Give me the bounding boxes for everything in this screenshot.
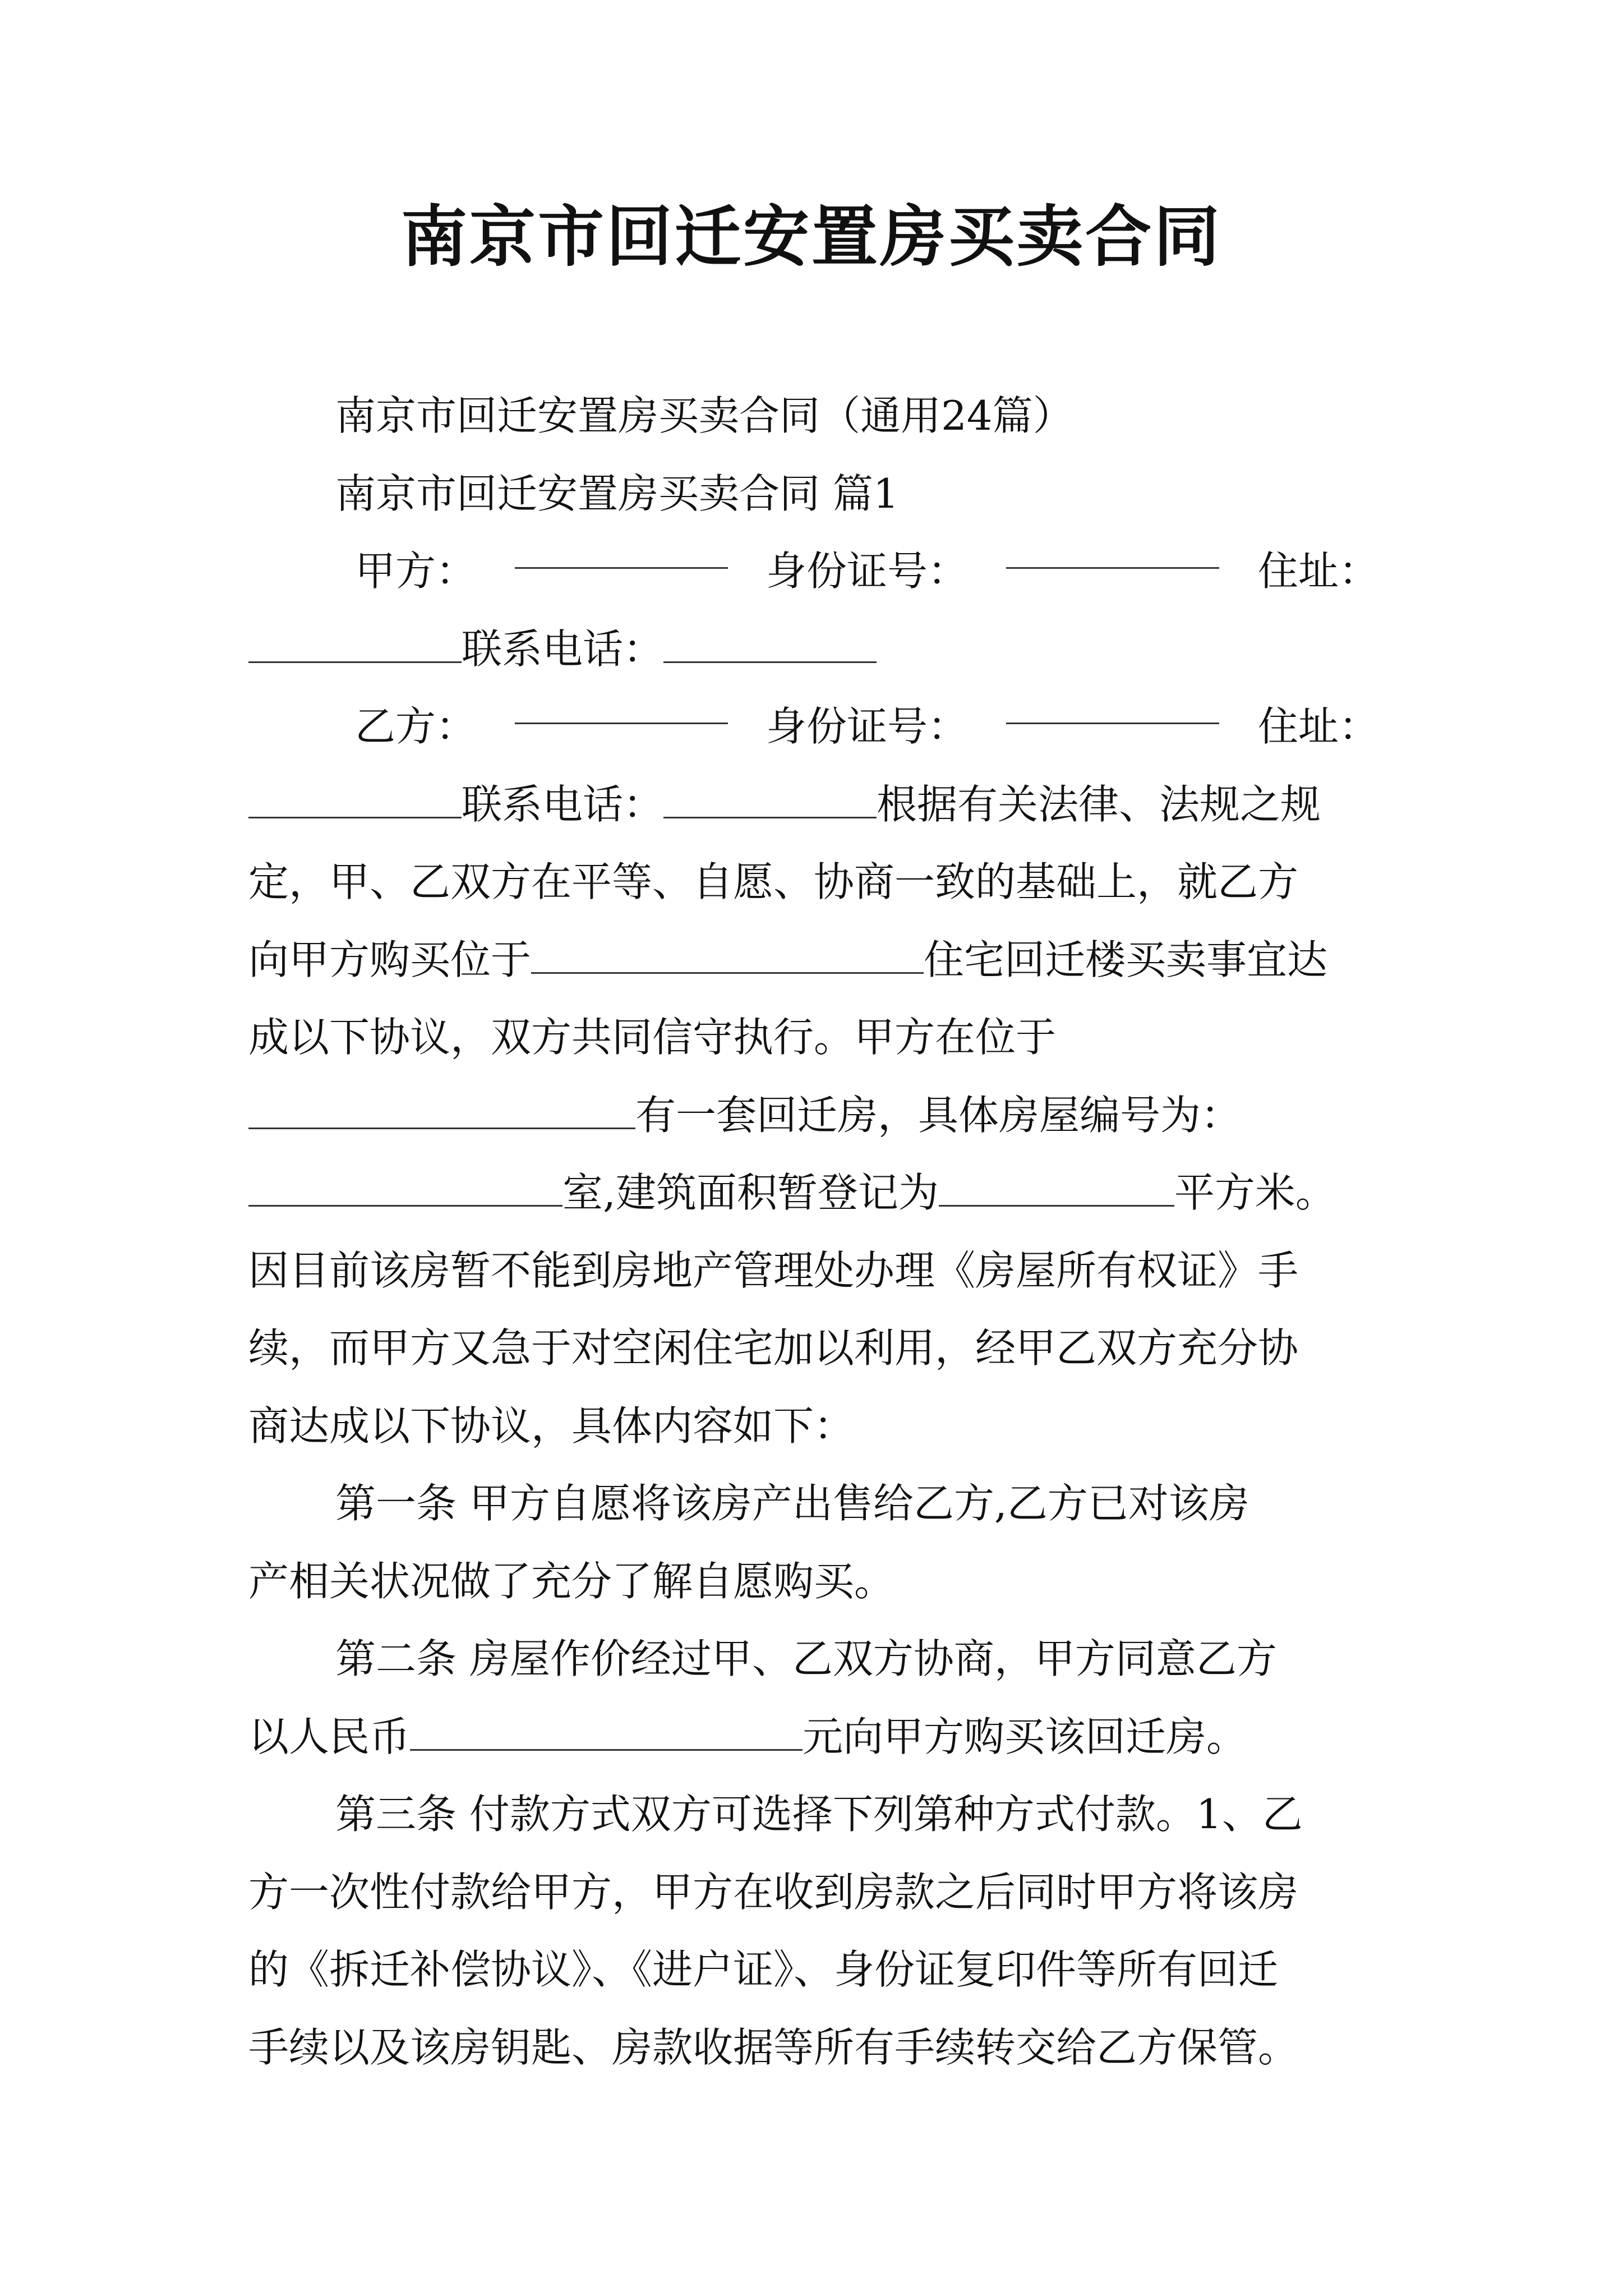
article-2-price-line [248,1698,1379,1776]
party-b-id-blank [1006,688,1219,724]
preamble-line: 商达成以下协议，具体内容如下： [248,1402,855,1450]
party-a-address-label: 住址： [1257,547,1379,595]
preamble-text: 住宅回迁楼买卖事宜达 [924,936,1328,983]
preamble-text: 根据有关法律、法规之规 [877,780,1321,828]
party-a-line-2 [248,610,1379,688]
party-a-line [248,532,1379,610]
article-2-text: 元向甲方购买该回迁房。 [803,1713,1247,1760]
party-a-id-blank [1006,532,1219,569]
document-body [248,377,1379,2086]
house-number-line [248,1076,1379,1154]
house-location-blank [248,1093,635,1129]
party-b-id-label: 身份证号： [766,703,968,750]
article-1-line: 第一条 甲方自愿将该房产出售给乙方,乙方已对该房 [335,1480,1249,1527]
article-3-line: 第三条 付款方式双方可选择下列第种方式付款。1、乙 [335,1791,1303,1838]
preamble-text: 成以下协议，双方共同信守执行。甲方在位于 [248,1014,1057,1061]
party-a-label: 甲方： [355,547,477,595]
preamble-line [248,999,1379,1076]
party-a-phone-label: 联系电话： [462,625,664,673]
preamble-text: 室,建筑面积暂登记为 [562,1169,939,1216]
party-a-name-blank [515,532,728,569]
party-b-phone-blank [663,782,877,818]
party-b-address-label: 住址： [1257,703,1379,750]
document-title: 南京市回迁安置房买卖合同 [400,197,1222,275]
preamble-text: 有一套回迁房，具体房屋编号为： [635,1091,1242,1139]
article-1-line: 产相关状况做了充分了解自愿购买。 [248,1557,895,1605]
party-b-line-2 [248,766,1379,844]
price-blank [410,1714,803,1751]
preamble-location-line [248,921,1379,999]
party-b-name-blank [515,688,728,724]
party-a-id-label: 身份证号： [766,547,968,595]
area-line [248,1154,1379,1232]
area-blank [939,1170,1174,1207]
location-blank [531,937,924,974]
party-a-phone-blank [663,627,877,663]
preamble-line: 因目前该房暂不能到房地产管理处办理《房屋所有权证》手 [248,1246,1299,1294]
room-number-blank [248,1170,562,1207]
article-3-line: 手续以及该房钥匙、房款收据等所有手续转交给乙方保管。 [248,2023,1299,2071]
preamble-line: 定，甲、乙双方在平等、自愿、协商一致的基础上，就乙方 [248,858,1299,905]
preamble-text: 平方米。 [1174,1169,1336,1216]
article-3-line: 方一次性付款给甲方，甲方在收到房款之后同时甲方将该房 [248,1868,1299,1916]
section-heading: 南京市回迁安置房买卖合同 篇1 [335,470,899,517]
party-b-line [248,688,1379,766]
preamble-line: 续，而甲方又急于对空闲住宅加以利用，经甲乙双方充分协 [248,1324,1299,1372]
party-b-address-blank [248,782,462,818]
party-a-address-blank [248,627,462,663]
party-b-label: 乙方： [355,703,477,750]
document-subtitle: 南京市回迁安置房买卖合同（通用24篇） [335,392,1073,439]
party-b-phone-label: 联系电话： [462,780,664,828]
preamble-text: 向甲方购买位于 [248,936,532,983]
article-2-text: 以人民币 [248,1713,411,1760]
article-3-line: 的《拆迁补偿协议》、《进户证》、身份证复印件等所有回迁 [248,1946,1279,1993]
article-2-line: 第二条 房屋作价经过甲、乙双方协商，甲方同意乙方 [335,1635,1277,1682]
